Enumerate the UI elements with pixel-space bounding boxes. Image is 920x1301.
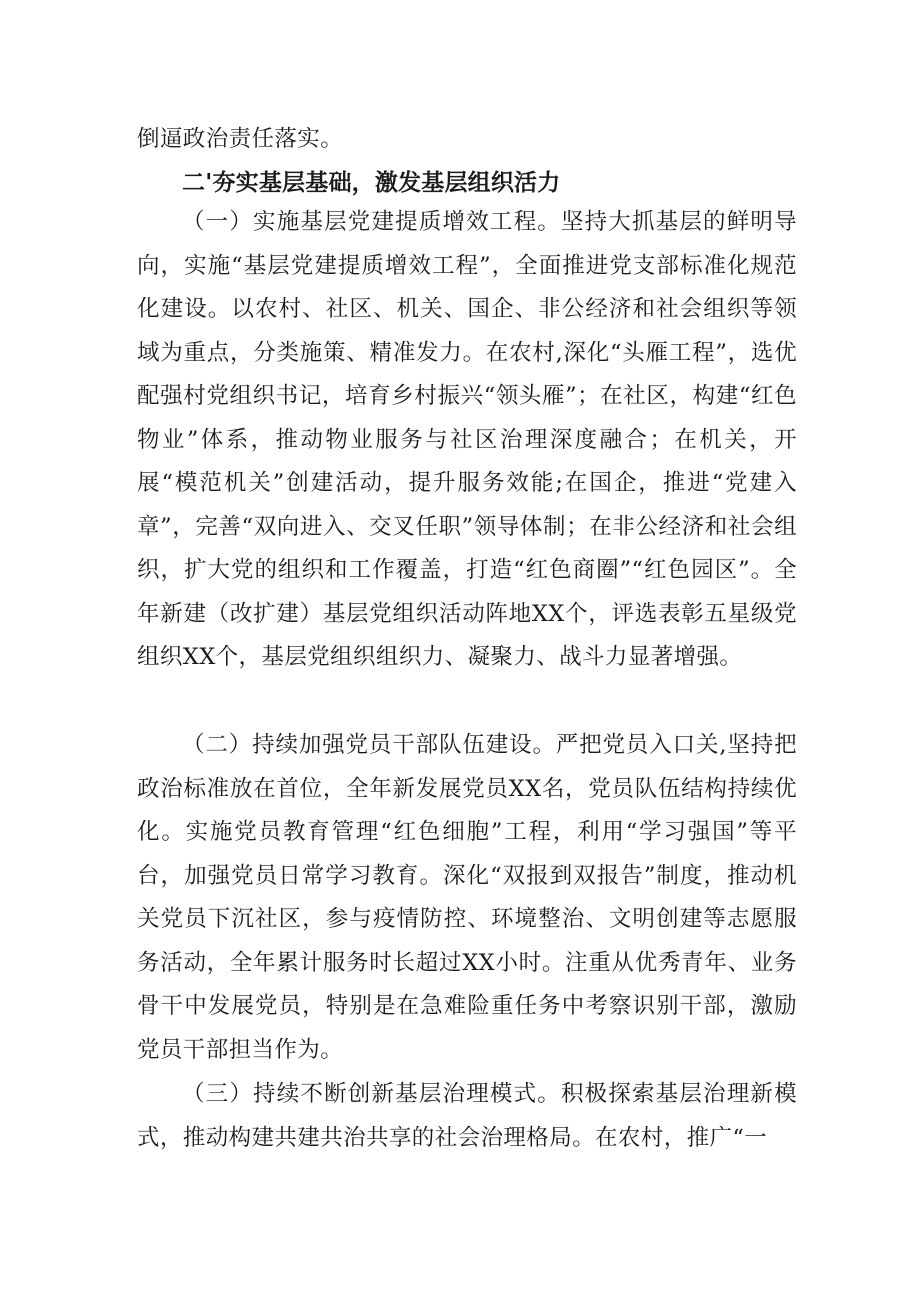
paragraph-2: （二）持续加强党员干部队伍建设。严把党员入口关,坚持把政治标准放在首位，全年新发展党员XX名，党员队伍结构持续优化。实施党员教育管理“红色细胞”工程，利用“学习强国”等平台，加强党员日常学习教育。深化“双报到双报告”制度，推动机关党员下沉社区，参与疫情防控、环境整治、文明创建等志愿服务活动，全年累计服务时长超过XX小时。注重从优秀青年、业务骨干中发展党员，特别是在急难险重任务中考察识别干部，激励党员干部担当作为。 bbox=[137, 732, 797, 1063]
intro-line: 倒逼政治责任落实。 bbox=[137, 126, 344, 152]
paragraph-3: （三）持续不断创新基层治理模式。积极探索基层治理新模式，推动构建共建共治共享的社会治理格局。在农村，推广“一 bbox=[137, 1081, 797, 1151]
paragraph-1: （一）实施基层党建提质增效工程。坚持大抓基层的鲜明导向，实施“基层党建提质增效工程”，全面推进党支部标准化规范化建设。以农村、社区、机关、国企、非公经济和社会组织等领域为重点，分类施策、精准发力。在农村,深化“头雁工程”，选优配强村党组织书记，培育乡村振兴“领头雁”；在社区，构建“红色物业”体系，推动物业服务与社区治理深度融合；在机关，开展“模范机关”创建活动，提升服务效能;在国企，推进“党建入章”，完善“双向进入、交叉任职”领导体制；在非公经济和社会组织，扩大党的组织和工作覆盖，打造“红色商圈”“红色园区”。全年新建（改扩建）基层党组织活动阵地XX个，评选表彰五星级党组织XX个，基层党组织组织力、凝聚力、战斗力显著增强。 bbox=[137, 209, 797, 670]
section-heading: 二'夯实基层基础，激发基层组织活力 bbox=[182, 170, 561, 196]
